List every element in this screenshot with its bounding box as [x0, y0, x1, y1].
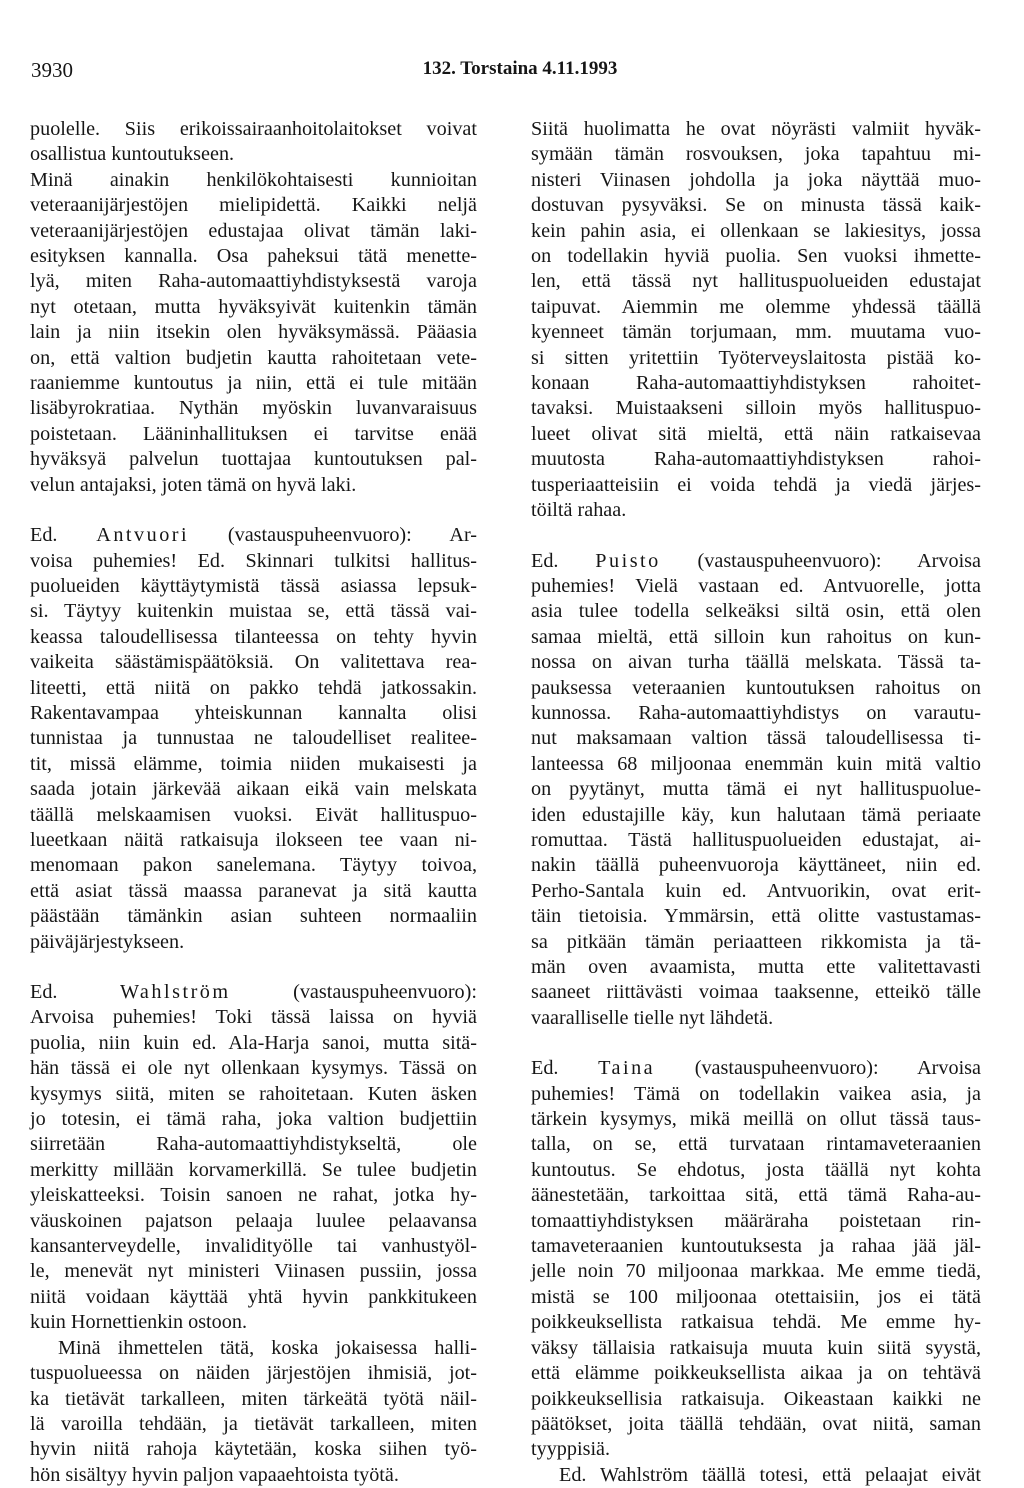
- text-line: vaikeita säästämispäätöksiä. On valitettava rea-: [30, 651, 477, 674]
- text-line: si. Täytyy kuitenkin muistaa se, että tässä vai-: [30, 600, 477, 623]
- text-line: lisäbyrokratiaa. Nythän myöskin luvanvaraisuus: [30, 397, 477, 420]
- speech-opening: [30, 980, 477, 1005]
- speech-first-line: (vastauspuheenvuoro):: [293, 981, 477, 1003]
- text-line: asia tulee todella selkeäksi siltä osin, että olen: [531, 600, 981, 623]
- text-line: on pyytänyt, mutta tämä ei nyt hallituspuolue-: [531, 778, 981, 801]
- speaker-name: Antvuori: [96, 524, 190, 547]
- text-line: lanteessa 68 miljoonaa enemmän kuin mitä valtio: [531, 752, 981, 775]
- speech-first-line: (vastauspuheenvuoro): Arvoisa: [694, 1057, 981, 1080]
- text-line: nut maksamaan valtion tässä taloudellisessa ti-: [531, 727, 981, 750]
- text-line: lueetkaan näitä ratkaisuja ilokseen tee vaan ni-: [30, 828, 477, 851]
- speech-antvuori: [30, 523, 477, 955]
- text-line: on todellakin hyviä puolia. Sen vuoksi ihmette-: [531, 245, 981, 268]
- text-line: jo totesin, ei tämä raha, joka valtion budjettiin: [30, 1108, 477, 1131]
- text-line: lä varoilla tehdään, ja tietävät tarkalleen, miten: [30, 1412, 477, 1435]
- text-line: Siitä huolimatta he ovat nöyrästi valmiit hyväk-: [531, 118, 981, 140]
- text-line: kein pahin asia, ei ollenkaan se lakiesitys, jossa: [531, 219, 981, 242]
- speaker-name: Taina: [598, 1057, 656, 1080]
- speech-taina: [531, 1056, 981, 1488]
- text-line: päätökset, joita täällä tehdään, ovat niitä, saman: [531, 1412, 981, 1435]
- text-line: päiväjärjestykseen.: [30, 930, 185, 953]
- paragraph: [531, 117, 981, 524]
- text-line: talla, on se, että turvataan rintamaveteraanien: [531, 1133, 981, 1156]
- speech-first-line: (vastauspuheenvuoro): Arvoisa: [697, 549, 981, 572]
- text-line: menomaan pakon sanelemana. Täytyy toivoa,: [30, 854, 477, 877]
- session-title: 132. Torstaina 4.11.1993: [422, 58, 618, 79]
- text-line: vaaralliselle tielle nyt lähdetä.: [531, 1006, 774, 1029]
- text-line: iden edustajille käy, kun halutaan tämä periaate: [531, 803, 981, 826]
- right-column: [531, 117, 981, 1488]
- text-line: sa pitkään tämän periaatteen rikkomista ja tä-: [531, 930, 981, 953]
- left-column: [30, 117, 477, 1488]
- text-line: päästään tämänkin asian suhteen normaaliin: [30, 905, 477, 928]
- text-line: taipuvat. Aiemmin me olemme yhdessä täällä: [531, 295, 981, 318]
- text-line: dostuvan pysyväksi. Se on minusta tässä kaik-: [531, 194, 981, 217]
- text-line: tyyppisiä.: [531, 1438, 611, 1461]
- text-line: tit, missä elämme, toimia niiden mukaisesti ja: [30, 752, 477, 775]
- speech-first-line: (vastauspuheenvuoro): Ar-: [227, 524, 478, 547]
- text-line: täin tietoisia. Ymmärsin, että olitte vastustamas-: [531, 905, 981, 928]
- text-line: len, että tässä nyt hallituspuolueiden edustajat: [531, 270, 981, 293]
- speech-puisto: [531, 549, 981, 1032]
- speech-prefix: Ed.: [531, 1057, 559, 1080]
- text-line: saaneet riittävästi voimaa taaksenne, etteikö tälle: [531, 981, 981, 1004]
- text-line: velun antajaksi, joten tämä on hyvä laki.: [30, 473, 357, 496]
- speech-opening: [531, 1056, 981, 1081]
- text-line: Ed. Wahlström täällä totesi, että pelaajat eivät: [559, 1463, 981, 1486]
- text-line: osallistua kuntoutukseen.: [30, 143, 235, 166]
- text-line: täällä melskaamisen vuoksi. Eivät hallituspuo-: [30, 803, 477, 826]
- text-line: että elämme poikkeuksellista aikaa ja on tehtävä: [531, 1362, 981, 1385]
- text-line: tärkein kysymys, mikä meillä on ollut tässä taus-: [531, 1108, 981, 1131]
- text-line: le, menevät nyt ministeri Viinasen pussiin, jossa: [30, 1260, 477, 1283]
- text-line: lueet olivat sitä mieltä, että näin ratkaisevaa: [531, 422, 981, 445]
- text-line: Minä ihmettelen tätä, koska jokaisessa halli-: [58, 1336, 477, 1359]
- text-line: kysymys siitä, miten se rahoitetaan. Kuten äsken: [30, 1082, 477, 1105]
- speech-prefix: Ed.: [30, 981, 58, 1003]
- text-line: töiltä rahaa.: [531, 499, 627, 522]
- speech-opening: [531, 549, 981, 574]
- text-line: siirretään Raha-automaattiyhdistykseltä, ole: [30, 1133, 477, 1156]
- text-line: lyä, miten Raha-automaattiyhdistyksestä varoja: [30, 270, 477, 293]
- speech-prefix: Ed.: [531, 549, 559, 572]
- text-line: merkitty millään korvamerkillä. Se tulee budjetin: [30, 1158, 477, 1181]
- text-line: yleiskatteeksi. Toisin sanoen ne rahat, jotka hy-: [30, 1184, 477, 1207]
- text-line: väksy tällaisia ratkaisuja muuta kuin siitä syystä,: [531, 1336, 981, 1359]
- text-line: nyt otetaan, mutta hyväksyivät kuitenkin tämän: [30, 295, 477, 318]
- text-line: liteetti, että niitä on pakko tehdä jatkossakin.: [30, 676, 477, 699]
- text-line: mistä se 100 miljoonaa otettaisiin, jos ei tätä: [531, 1285, 981, 1308]
- paragraph: [30, 168, 477, 498]
- speech-prefix: Ed.: [30, 524, 58, 547]
- text-line: jelle noin 70 miljoonaa markkaa. Me emme tiedä,: [531, 1260, 981, 1283]
- text-line: pauksessa veteraanien kuntoutuksen rahoitus on: [531, 676, 981, 699]
- speech-opening: [30, 523, 477, 548]
- text-line: veteraanijärjestöjen mielipidettä. Kaikki neljä: [30, 194, 477, 217]
- text-line: tunnistaa ja tunnustaa ne taloudelliset realitee-: [30, 727, 477, 750]
- text-line: tusperiaatteisiin ei voida tehdä ja viedä järjes-: [531, 473, 981, 496]
- text-line: Rakentavampaa yhteiskunnan kannalta olisi: [30, 701, 477, 724]
- text-line: että asiat tässä maassa paranevat ja sitä kautta: [30, 879, 477, 902]
- text-line: lain ja niin itsekin olen hyväksymässä. Pääasia: [30, 321, 477, 344]
- text-line: si sitten yritettiin Työterveyslaitosta pistää ko-: [531, 346, 981, 369]
- text-line: puolelle. Siis erikoissairaanhoitolaitokset voivat: [30, 118, 477, 140]
- text-line: hyvin niitä rahoja käytetään, koska siihen työ-: [30, 1438, 477, 1461]
- text-line: esityksen kannalla. Osa paheksui tätä menette-: [30, 245, 477, 268]
- text-line: äänestetään, tarkoittaa sitä, että tämä Raha-au-: [531, 1184, 981, 1207]
- text-line: tomaattiyhdistyksen määräraha poistetaan rin-: [531, 1209, 981, 1232]
- text-line: Perho-Santala kuin ed. Antvuorikin, ovat erit-: [531, 879, 981, 902]
- text-line: poikkeuksellista ratkaisua tehdä. Me emme hy-: [531, 1311, 981, 1334]
- text-line: puhemies! Vielä vastaan ed. Antvuorelle, jotta: [531, 574, 981, 597]
- text-line: poikkeuksellisia ratkaisuja. Oikeastaan kaikki ne: [531, 1387, 981, 1410]
- text-line: kuin Hornettienkin ostoon.: [30, 1311, 247, 1334]
- text-line: ka tietävät tarkalleen, miten tärkeätä työtä näil-: [30, 1387, 477, 1410]
- text-line: puolia, niin kuin ed. Ala-Harja sanoi, mutta sitä-: [30, 1031, 477, 1054]
- text-line: samaa mieltä, että silloin kun rahoitus on kun-: [531, 625, 981, 648]
- text-line: kyenneet tämän torjumaan, mm. muutama vuo-: [531, 321, 981, 344]
- text-line: hyväksyä palvelun tuottajaa kuntoutuksen pal-: [30, 448, 477, 471]
- text-line: niitä voidaan käyttää yhtä hyvin pankkitukeen: [30, 1285, 477, 1308]
- text-line: Minä ainakin henkilökohtaisesti kunnioitan: [30, 168, 477, 191]
- text-line: väuskoinen pajatson pelaaja luulee pelaavansa: [30, 1209, 477, 1232]
- text-line: tavaksi. Muistaakseni silloin myös hallituspuo-: [531, 397, 981, 420]
- page-number: 3930: [31, 58, 73, 82]
- text-line: romuttaa. Tästä hallituspuolueiden edustajat, ai-: [531, 828, 981, 851]
- text-line: muutosta Raha-automaattiyhdistyksen rahoi-: [531, 448, 981, 471]
- paragraph: [30, 117, 477, 168]
- text-line: poistetaan. Lääninhallituksen ei tarvitse enää: [30, 422, 477, 445]
- text-line: on, että valtion budjetin kautta rahoitetaan vete-: [30, 346, 477, 369]
- text-line: puhemies! Tämä on todellakin vaikea asia, ja: [531, 1082, 981, 1105]
- text-line: nakin täällä puheenvuoroja käyttäneet, niin ed.: [531, 854, 981, 877]
- text-line: saada jotain järkevää aikaan eikä vain melskata: [30, 778, 477, 801]
- text-line: kunnossa. Raha-automaattiyhdistys on varautu-: [531, 701, 981, 724]
- text-line: konaan Raha-automaattiyhdistyksen rahoitet-: [531, 372, 981, 395]
- text-line: män oven avaamista, mutta ette valitettavasti: [531, 956, 981, 978]
- text-line: puolueiden käyttäytymistä tässä asiassa lepsuk-: [30, 574, 477, 597]
- text-line: nossa on aivan turha täällä melskata. Tässä ta-: [531, 651, 981, 674]
- text-line: hön sisältyy hyvin paljon vapaaehtoista työtä.: [30, 1463, 399, 1486]
- text-line: tamaveteraanien kuntoutuksesta ja rahaa jää jäl-: [531, 1235, 981, 1258]
- text-line: symään tämän rosvouksen, joka tapahtuu mi-: [531, 143, 981, 166]
- speaker-name: Wahlström: [120, 981, 231, 1003]
- page-header: [24, 58, 1000, 88]
- text-line: keassa taloudellisessa tilanteessa on tehty hyvin: [30, 625, 477, 648]
- text-line: veteraanijärjestöjen edustajaa olivat tämän laki-: [30, 219, 477, 242]
- text-line: voisa puhemies! Ed. Skinnari tulkitsi hallitus-: [30, 549, 477, 572]
- text-line: tuspuolueessa on näiden järjestöjen ihmisiä, jot-: [30, 1362, 477, 1385]
- speaker-name: Puisto: [595, 549, 661, 572]
- text-line: hän tässä ei ole nyt ollenkaan kysymys. Tässä on: [30, 1057, 477, 1080]
- text-line: Arvoisa puhemies! Toki tässä laissa on hyviä: [30, 1006, 477, 1029]
- text-line: raaniemme kuntoutus ja niin, että ei tule mitään: [30, 372, 477, 395]
- speech-wahlstrom: [30, 980, 477, 1488]
- text-line: kuntoutus. Se ehdotus, josta täällä nyt kohta: [531, 1158, 981, 1181]
- text-line: nisteri Viinasen johdolla ja joka näyttää muo-: [531, 168, 981, 191]
- text-line: kansanterveydelle, invalidityölle tai vanhustyöl-: [30, 1235, 477, 1258]
